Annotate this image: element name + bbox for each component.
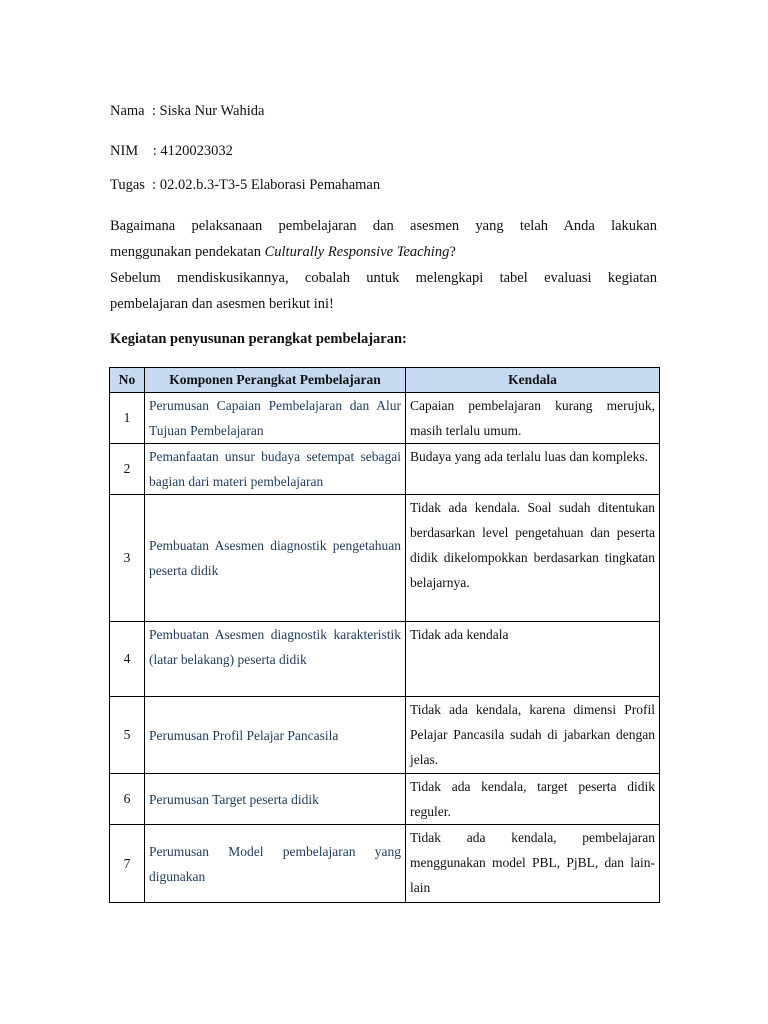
row-number: 1 [110,393,145,444]
table-row [110,444,660,495]
table-header-row [110,368,660,393]
row-number: 4 [110,622,145,697]
table-row [110,697,660,774]
header-no: No [110,368,145,393]
row-kendala: Tidak ada kendala, pembelajaran menggunakan model PBL, PjBL, dan lain-lain [406,825,660,903]
row-komponen: Perumusan Model pembelajaran yang digunakan [145,825,406,903]
row-kendala: Tidak ada kendala [406,622,660,697]
row-number: 3 [110,495,145,622]
table-row [110,393,660,444]
table-row [110,622,660,697]
question-line-2-italic: Culturally Responsive Teaching [264,244,450,260]
student-nim: NIM : 4120023032 [110,143,233,159]
row-number: 7 [110,825,145,903]
row-komponen: Pembuatan Asesmen diagnostik karakteristik (latar belakang) peserta didik [145,622,406,697]
row-komponen: Pemanfaatan unsur budaya setempat sebagai bagian dari materi pembelajaran [145,444,406,495]
row-number: 2 [110,444,145,495]
row-kendala: Capaian pembelajaran kurang merujuk, masih terlalu umum. [406,393,660,444]
row-number: 6 [110,774,145,825]
row-komponen: Perumusan Profil Pelajar Pancasila [145,697,406,774]
row-komponen: Perumusan Target peserta didik [145,774,406,825]
header-kendala: Kendala [406,368,660,393]
question-paragraph [110,213,657,317]
row-number: 5 [110,697,145,774]
question-line-2-prefix: menggunakan pendekatan [110,244,265,260]
student-name: Nama : Siska Nur Wahida [110,103,265,119]
row-kendala: Tidak ada kendala. Soal sudah ditentukan berdasarkan level pengetahuan dan peserta didik dikelompokkan berdasarkan tingkatan belajarnya. [406,495,660,622]
question-line-1: Bagaimana pelaksanaan pembelajaran dan asesmen yang telah Anda lakukan [110,218,657,234]
question-line-2-suffix: ? [449,244,456,260]
assignment-code: Tugas : 02.02.b.3-T3-5 Elaborasi Pemahaman [110,177,381,193]
table-row [110,774,660,825]
question-line-3: Sebelum mendiskusikannya, cobalah untuk melengkapi tabel evaluasi kegiatan [110,270,657,286]
row-kendala: Budaya yang ada terlalu luas dan kompleks. [406,444,660,495]
header-komponen: Komponen Perangkat Pembelajaran [145,368,406,393]
evaluation-table [109,367,660,903]
question-line-4: pembelajaran dan asesmen berikut ini! [110,296,334,312]
row-komponen: Perumusan Capaian Pembelajaran dan Alur Tujuan Pembelajaran [145,393,406,444]
question-line-2 [110,239,657,265]
row-kendala: Tidak ada kendala, karena dimensi Profil Pelajar Pancasila sudah di jabarkan dengan jelas. [406,697,660,774]
table-row [110,495,660,622]
row-komponen: Pembuatan Asesmen diagnostik pengetahuan peserta didik [145,495,406,622]
table-row [110,825,660,903]
row-kendala: Tidak ada kendala, target peserta didik reguler. [406,774,660,825]
section-heading: Kegiatan penyusunan perangkat pembelajaran: [110,331,407,347]
